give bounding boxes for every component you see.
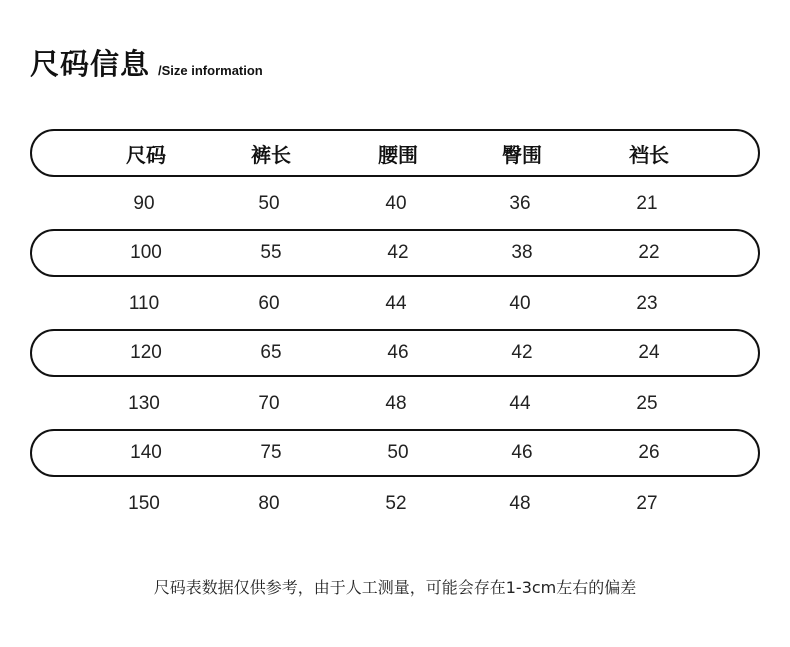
table-row	[30, 229, 760, 277]
cell-hip: 42	[511, 342, 533, 363]
cell-size: 140	[130, 442, 162, 463]
cell-waist: 40	[385, 193, 407, 214]
cell-crotch-length: 27	[636, 493, 658, 514]
table-row	[30, 480, 760, 528]
cell-size: 150	[128, 493, 160, 514]
cell-pants-length: 75	[260, 442, 282, 463]
cell-size: 90	[133, 193, 155, 214]
header-pants-length: 裤长	[251, 142, 291, 167]
table-row	[30, 429, 760, 477]
header-crotch-length: 裆长	[629, 142, 669, 167]
table-row	[30, 280, 760, 328]
cell-hip: 44	[509, 393, 531, 414]
header-size: 尺码	[126, 142, 166, 167]
cell-size: 120	[130, 342, 162, 363]
page-title	[30, 46, 263, 82]
cell-pants-length: 50	[258, 193, 280, 214]
cell-hip: 40	[509, 293, 531, 314]
cell-waist: 48	[385, 393, 407, 414]
cell-size: 100	[130, 242, 162, 263]
cell-hip: 46	[511, 442, 533, 463]
cell-crotch-length: 26	[638, 442, 660, 463]
cell-pants-length: 60	[258, 293, 280, 314]
cell-pants-length: 55	[260, 242, 282, 263]
cell-waist: 50	[387, 442, 409, 463]
size-table-header	[30, 129, 760, 177]
cell-crotch-length: 23	[636, 293, 658, 314]
cell-hip: 36	[509, 193, 531, 214]
cell-pants-length: 80	[258, 493, 280, 514]
cell-hip: 38	[511, 242, 533, 263]
title-main: 尺码信息	[30, 47, 151, 81]
cell-crotch-length: 21	[636, 193, 658, 214]
title-subtitle: /Size information	[158, 63, 263, 78]
cell-waist: 44	[385, 293, 407, 314]
table-row	[30, 180, 760, 228]
measurement-note: 尺码表数据仅供参考，由于人工测量，可能会存在1-3cm左右的偏差	[153, 578, 637, 597]
cell-pants-length: 70	[258, 393, 280, 414]
cell-size: 130	[128, 393, 160, 414]
cell-crotch-length: 22	[638, 242, 660, 263]
cell-hip: 48	[509, 493, 531, 514]
table-row	[30, 380, 760, 428]
table-row	[30, 329, 760, 377]
cell-waist: 46	[387, 342, 409, 363]
cell-waist: 42	[387, 242, 409, 263]
cell-size: 110	[128, 293, 160, 314]
cell-crotch-length: 24	[638, 342, 660, 363]
header-waist: 腰围	[378, 142, 418, 167]
cell-pants-length: 65	[260, 342, 282, 363]
header-hip: 臀围	[502, 142, 542, 167]
cell-crotch-length: 25	[636, 393, 658, 414]
cell-waist: 52	[385, 493, 407, 514]
